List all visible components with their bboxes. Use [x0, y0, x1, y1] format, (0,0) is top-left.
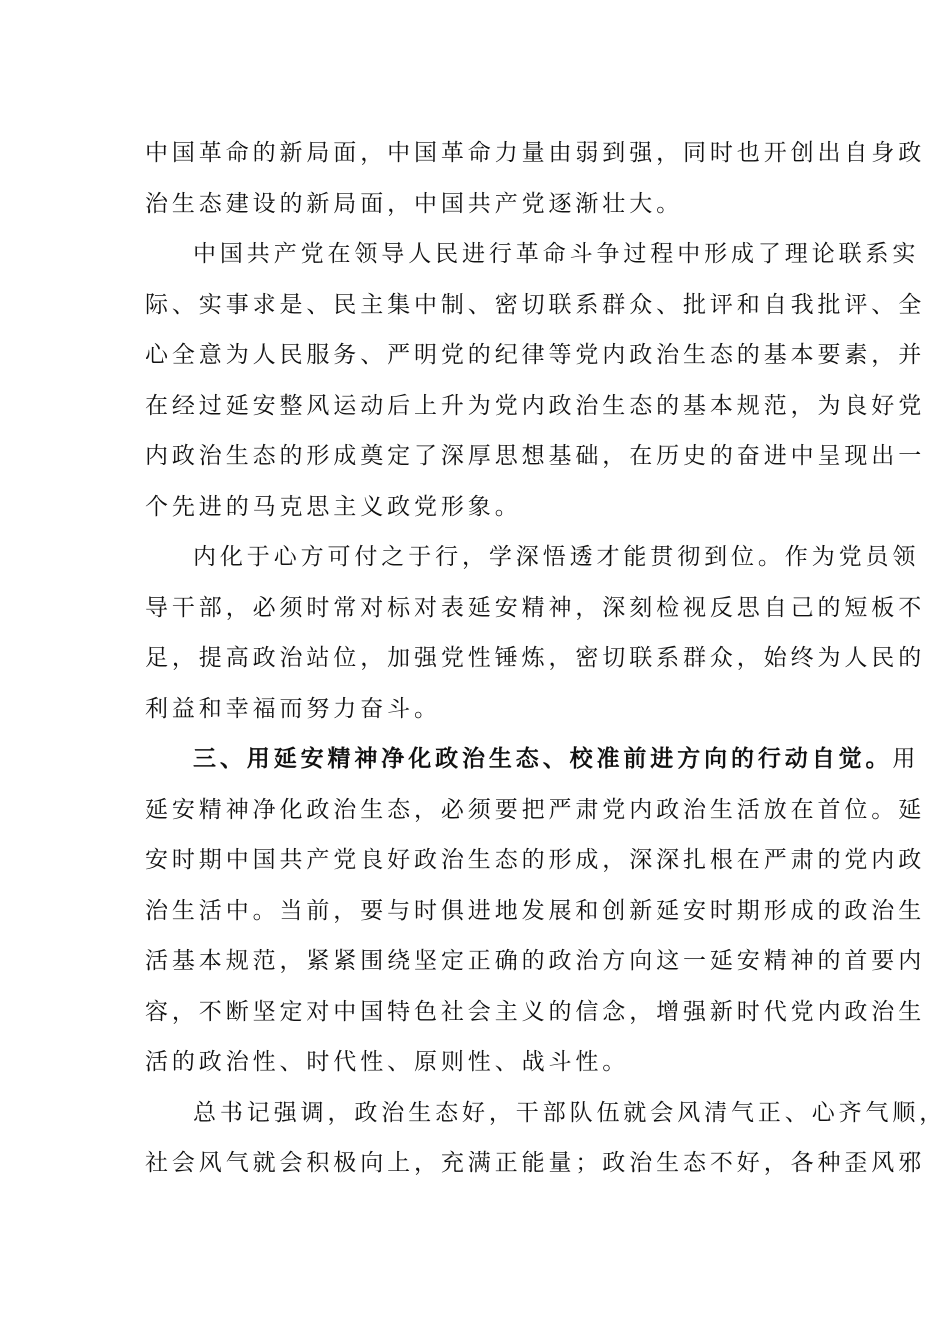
document-body [145, 128, 947, 1189]
text-line: 足，提高政治站位，加强党性锤炼，密切联系群众，始终为人民的 [145, 645, 926, 671]
text-line: 总书记强调，政治生态好，干部队伍就会风清气正、心齐气顺， [193, 1099, 947, 1126]
text-line: 社会风气就会积极向上，充满正能量；政治生态不好，各种歪风邪 [145, 1150, 926, 1176]
text-line: 活基本规范，紧紧围绕坚定正确的政治方向这一延安精神的首要内 [145, 948, 926, 974]
text-line: 容，不断坚定对中国特色社会主义的信念，增强新时代党内政治生 [145, 998, 926, 1025]
text-line: 中国共产党在领导人民进行革命斗争过程中形成了理论联系实 [193, 241, 920, 267]
text-run: 用 [892, 746, 920, 772]
paragraph-1 [145, 128, 926, 229]
paragraph-3 [145, 532, 926, 734]
paragraph-2 [145, 229, 926, 532]
text-line: 内化于心方可付之于行，学深悟透才能贯彻到位。作为党员领 [193, 544, 920, 570]
text-line: 个先进的马克思主义政党形象。 [145, 493, 522, 520]
text-line: 安时期中国共产党良好政治生态的形成，深深扎根在严肃的党内政 [145, 847, 926, 873]
text-line: 治生态建设的新局面，中国共产党逐渐壮大。 [145, 190, 683, 217]
text-line: 际、实事求是、民主集中制、密切联系群众、批评和自我批评、全 [145, 291, 926, 318]
text-line: 导干部，必须时常对标对表延安精神，深刻检视反思自己的短板不 [145, 594, 926, 621]
paragraph-4 [145, 734, 926, 1088]
section-heading: 三、用延安精神净化政治生态、校准前进方向的行动自觉。 [193, 745, 893, 772]
text-line: 心全意为人民服务、严明党的纪律等党内政治生态的基本要素，并 [145, 342, 926, 368]
paragraph-5 [145, 1088, 947, 1189]
text-line: 在经过延安整风运动后上升为党内政治生态的基本规范，为良好党 [145, 392, 926, 419]
text-line: 延安精神净化政治生态，必须要把严肃党内政治生活放在首位。延 [145, 796, 926, 823]
text-line: 治生活中。当前，要与时俱进地发展和创新延安时期形成的政治生 [145, 897, 926, 924]
text-line: 中国革命的新局面，中国革命力量由弱到强，同时也开创出自身政 [145, 140, 926, 166]
text-line: 活的政治性、时代性、原则性、战斗性。 [145, 1049, 630, 1075]
text-line: 内政治生态的形成奠定了深厚思想基础，在历史的奋进中呈现出一 [145, 443, 926, 469]
text-line: 利益和幸福而努力奋斗。 [145, 695, 441, 722]
text-line [145, 734, 920, 785]
